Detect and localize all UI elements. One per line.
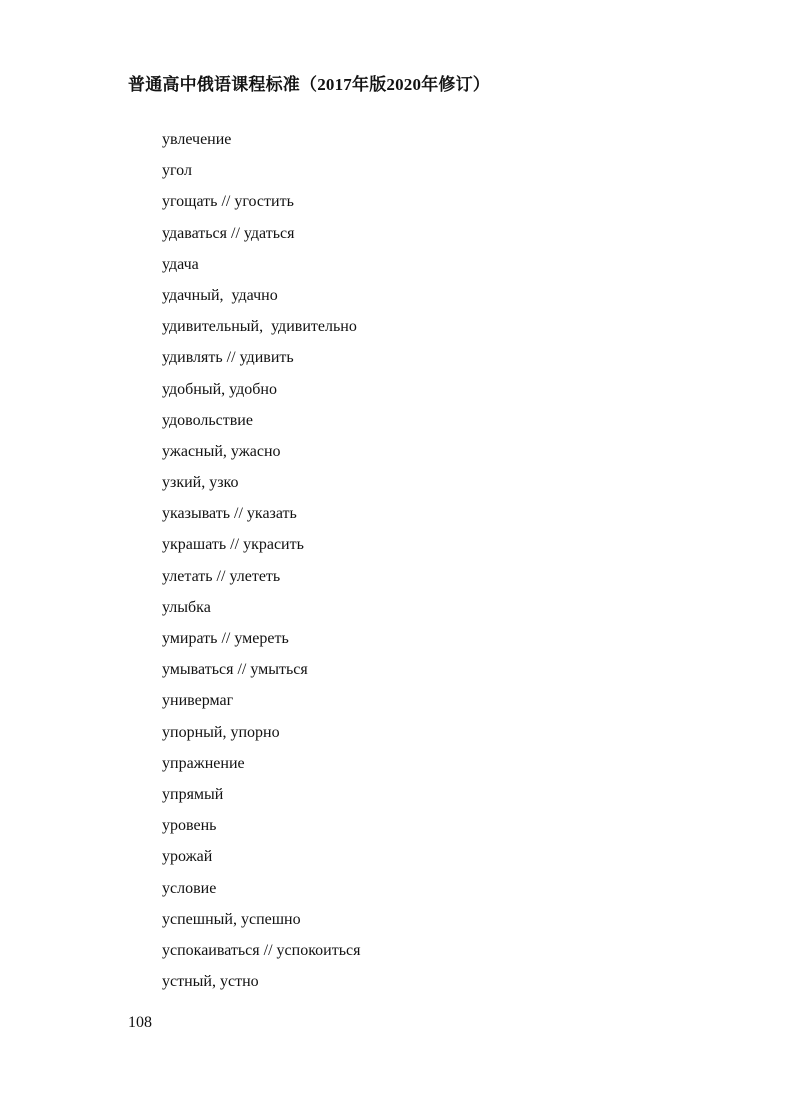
list-item: устный, устно [162, 973, 259, 991]
list-item: удовольствие [162, 411, 253, 429]
list-item: украшать // украсить [162, 536, 304, 554]
vocabulary-list [162, 128, 360, 1001]
list-item: улетать // улететь [162, 567, 281, 585]
list-item: условие [162, 879, 217, 897]
list-item: удаваться // удаться [162, 224, 295, 242]
list-item: умываться // умыться [162, 661, 308, 679]
list-item: упорный, упорно [162, 723, 280, 741]
list-item: ужасный, ужасно [162, 442, 281, 460]
list-item: удобный, удобно [162, 380, 277, 398]
page-title: 普通高中俄语课程标准（2017年版2020年修订） [128, 75, 490, 94]
list-item: упражнение [162, 754, 245, 772]
list-item: упрямый [162, 785, 224, 803]
list-item: умирать // умереть [162, 630, 289, 647]
list-item: уровень [162, 817, 217, 835]
list-item: указывать // указать [162, 505, 297, 523]
list-item: удивительный, удивительно [162, 318, 357, 336]
list-item: успешный, успешно [162, 910, 301, 928]
list-item: улыбка [162, 598, 211, 616]
list-item: удачный, удачно [162, 286, 278, 304]
list-item: угощать // угостить [162, 193, 294, 211]
list-item: увлечение [162, 131, 232, 148]
list-item: урожай [162, 848, 213, 866]
list-item: удача [162, 255, 199, 273]
list-item: узкий, узко [162, 474, 239, 492]
list-item: угол [162, 162, 192, 180]
list-item: универмаг [162, 692, 234, 710]
list-item: удивлять // удивить [162, 349, 294, 367]
list-item: успокаиваться // успокоиться [162, 941, 361, 959]
page-number: 108 [128, 1014, 152, 1031]
